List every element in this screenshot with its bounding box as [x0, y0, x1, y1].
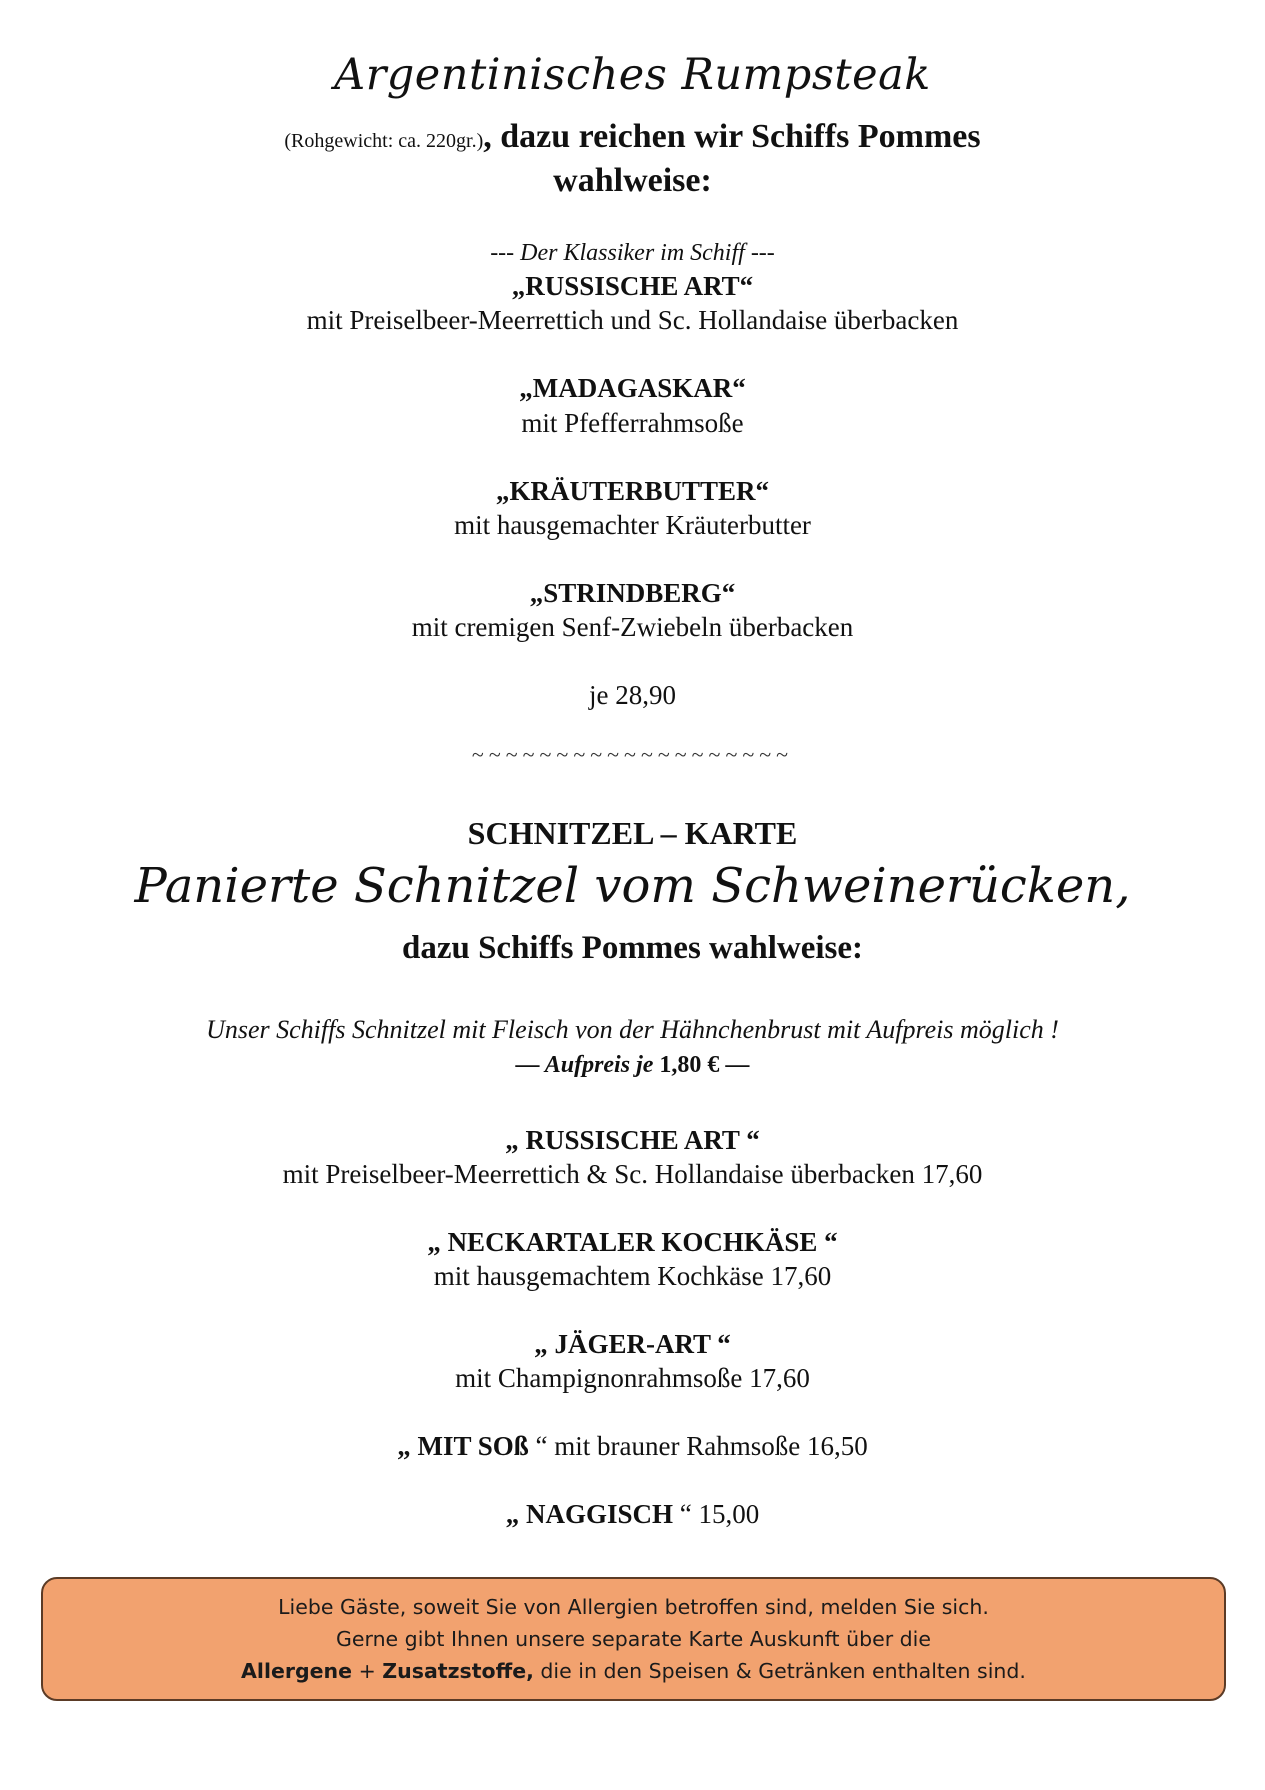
inline-dish-rest: 15,00 [691, 1499, 760, 1529]
schnitzel-title: SCHNITZEL – KARTE [467, 815, 798, 851]
rumpsteak-line2: wahlweise: [553, 162, 712, 199]
schnitzel-inline-dish [0, 1499, 1265, 1530]
inline-dish-name: NAGGISCH [525, 1499, 674, 1529]
schnitzel-dish-name: „ NECKARTALER KOCHKÄSE “ [427, 1227, 838, 1257]
dish-desc: mit cremigen Senf-Zwiebeln überbacken [411, 612, 854, 642]
allergy-line1: Liebe Gäste, soweit Sie von Allergien betroffen sind, melden Sie sich. [278, 1595, 989, 1619]
dish-name: „RUSSISCHE ART“ [511, 271, 754, 301]
chicken-note: Unser Schiffs Schnitzel mit Fleisch von der Hähnchenbrust mit Aufpreis möglich ! [206, 1015, 1059, 1044]
inline-dish-open-quote: „ [397, 1431, 411, 1461]
dish-desc: mit hausgemachter Kräuterbutter [454, 510, 811, 540]
inline-dish-rest: mit brauner Rahmsoße 16,50 [547, 1431, 868, 1461]
section-divider: ~~~~~~~~~~~~~~~~~~~ [471, 742, 794, 767]
classic-note: --- Der Klassiker im Schiff --- [490, 240, 775, 266]
schnitzel-dish-desc: mit hausgemachtem Kochkäse 17,60 [433, 1261, 832, 1291]
additives-label: Zusatzstoffe, [382, 1659, 534, 1683]
rumpsteak-price: je 28,90 [589, 680, 676, 710]
schnitzel-line: dazu Schiffs Pommes wahlweise: [401, 930, 864, 966]
weight-note: (Rohgewicht: ca. 220gr.) [284, 130, 484, 152]
schnitzel-dish-desc: mit Champignonrahmsoße 17,60 [455, 1363, 810, 1393]
dish-desc: mit Pfefferrahmsoße [521, 408, 744, 438]
inline-dish-name: MIT SOß [417, 1431, 529, 1461]
dish-name: „STRINDBERG“ [529, 578, 736, 608]
schnitzel-inline-dish [0, 1431, 1265, 1462]
dish-name: „MADAGASKAR“ [519, 373, 746, 403]
surcharge-label: — Aufpreis je [515, 1052, 654, 1078]
allergy-line2: Gerne gibt Ihnen unsere separate Karte Auskunft über die [336, 1627, 931, 1651]
schnitzel-dish-desc: mit Preiselbeer-Meerrettich & Sc. Hollandaise überbacken 17,60 [282, 1159, 983, 1189]
schnitzel-dish-name: „ JÄGER-ART “ [534, 1329, 731, 1359]
allergens-label: Allergene [241, 1659, 353, 1683]
dish-desc: mit Preiselbeer-Meerrettich und Sc. Hollandaise überbacken [306, 305, 959, 335]
rumpsteak-intro-line [0, 118, 1265, 156]
surcharge-value: 1,80 € — [659, 1052, 750, 1078]
rumpsteak-line1: , dazu reichen wir Schiffs Pommes [483, 118, 981, 155]
rumpsteak-title: Argentinisches Rumpsteak [334, 50, 931, 100]
dish-name: „KRÄUTERBUTTER“ [495, 476, 770, 506]
schnitzel-subtitle: Panierte Schnitzel vom Schweinerücken, [134, 858, 1131, 914]
inline-dish-close-quote: “ [535, 1431, 548, 1461]
inline-dish-open-quote: „ [505, 1499, 520, 1529]
surcharge-line [0, 1052, 1265, 1079]
schnitzel-dish-name: „ RUSSISCHE ART “ [505, 1125, 760, 1155]
allergy-line3-rest: die in den Speisen & Getränken enthalten sind. [533, 1659, 1026, 1683]
allergy-plus: + [352, 1659, 383, 1683]
inline-dish-close-quote: “ [679, 1499, 692, 1529]
allergy-notice-box [41, 1577, 1226, 1701]
allergy-line3 [43, 1655, 1224, 1687]
